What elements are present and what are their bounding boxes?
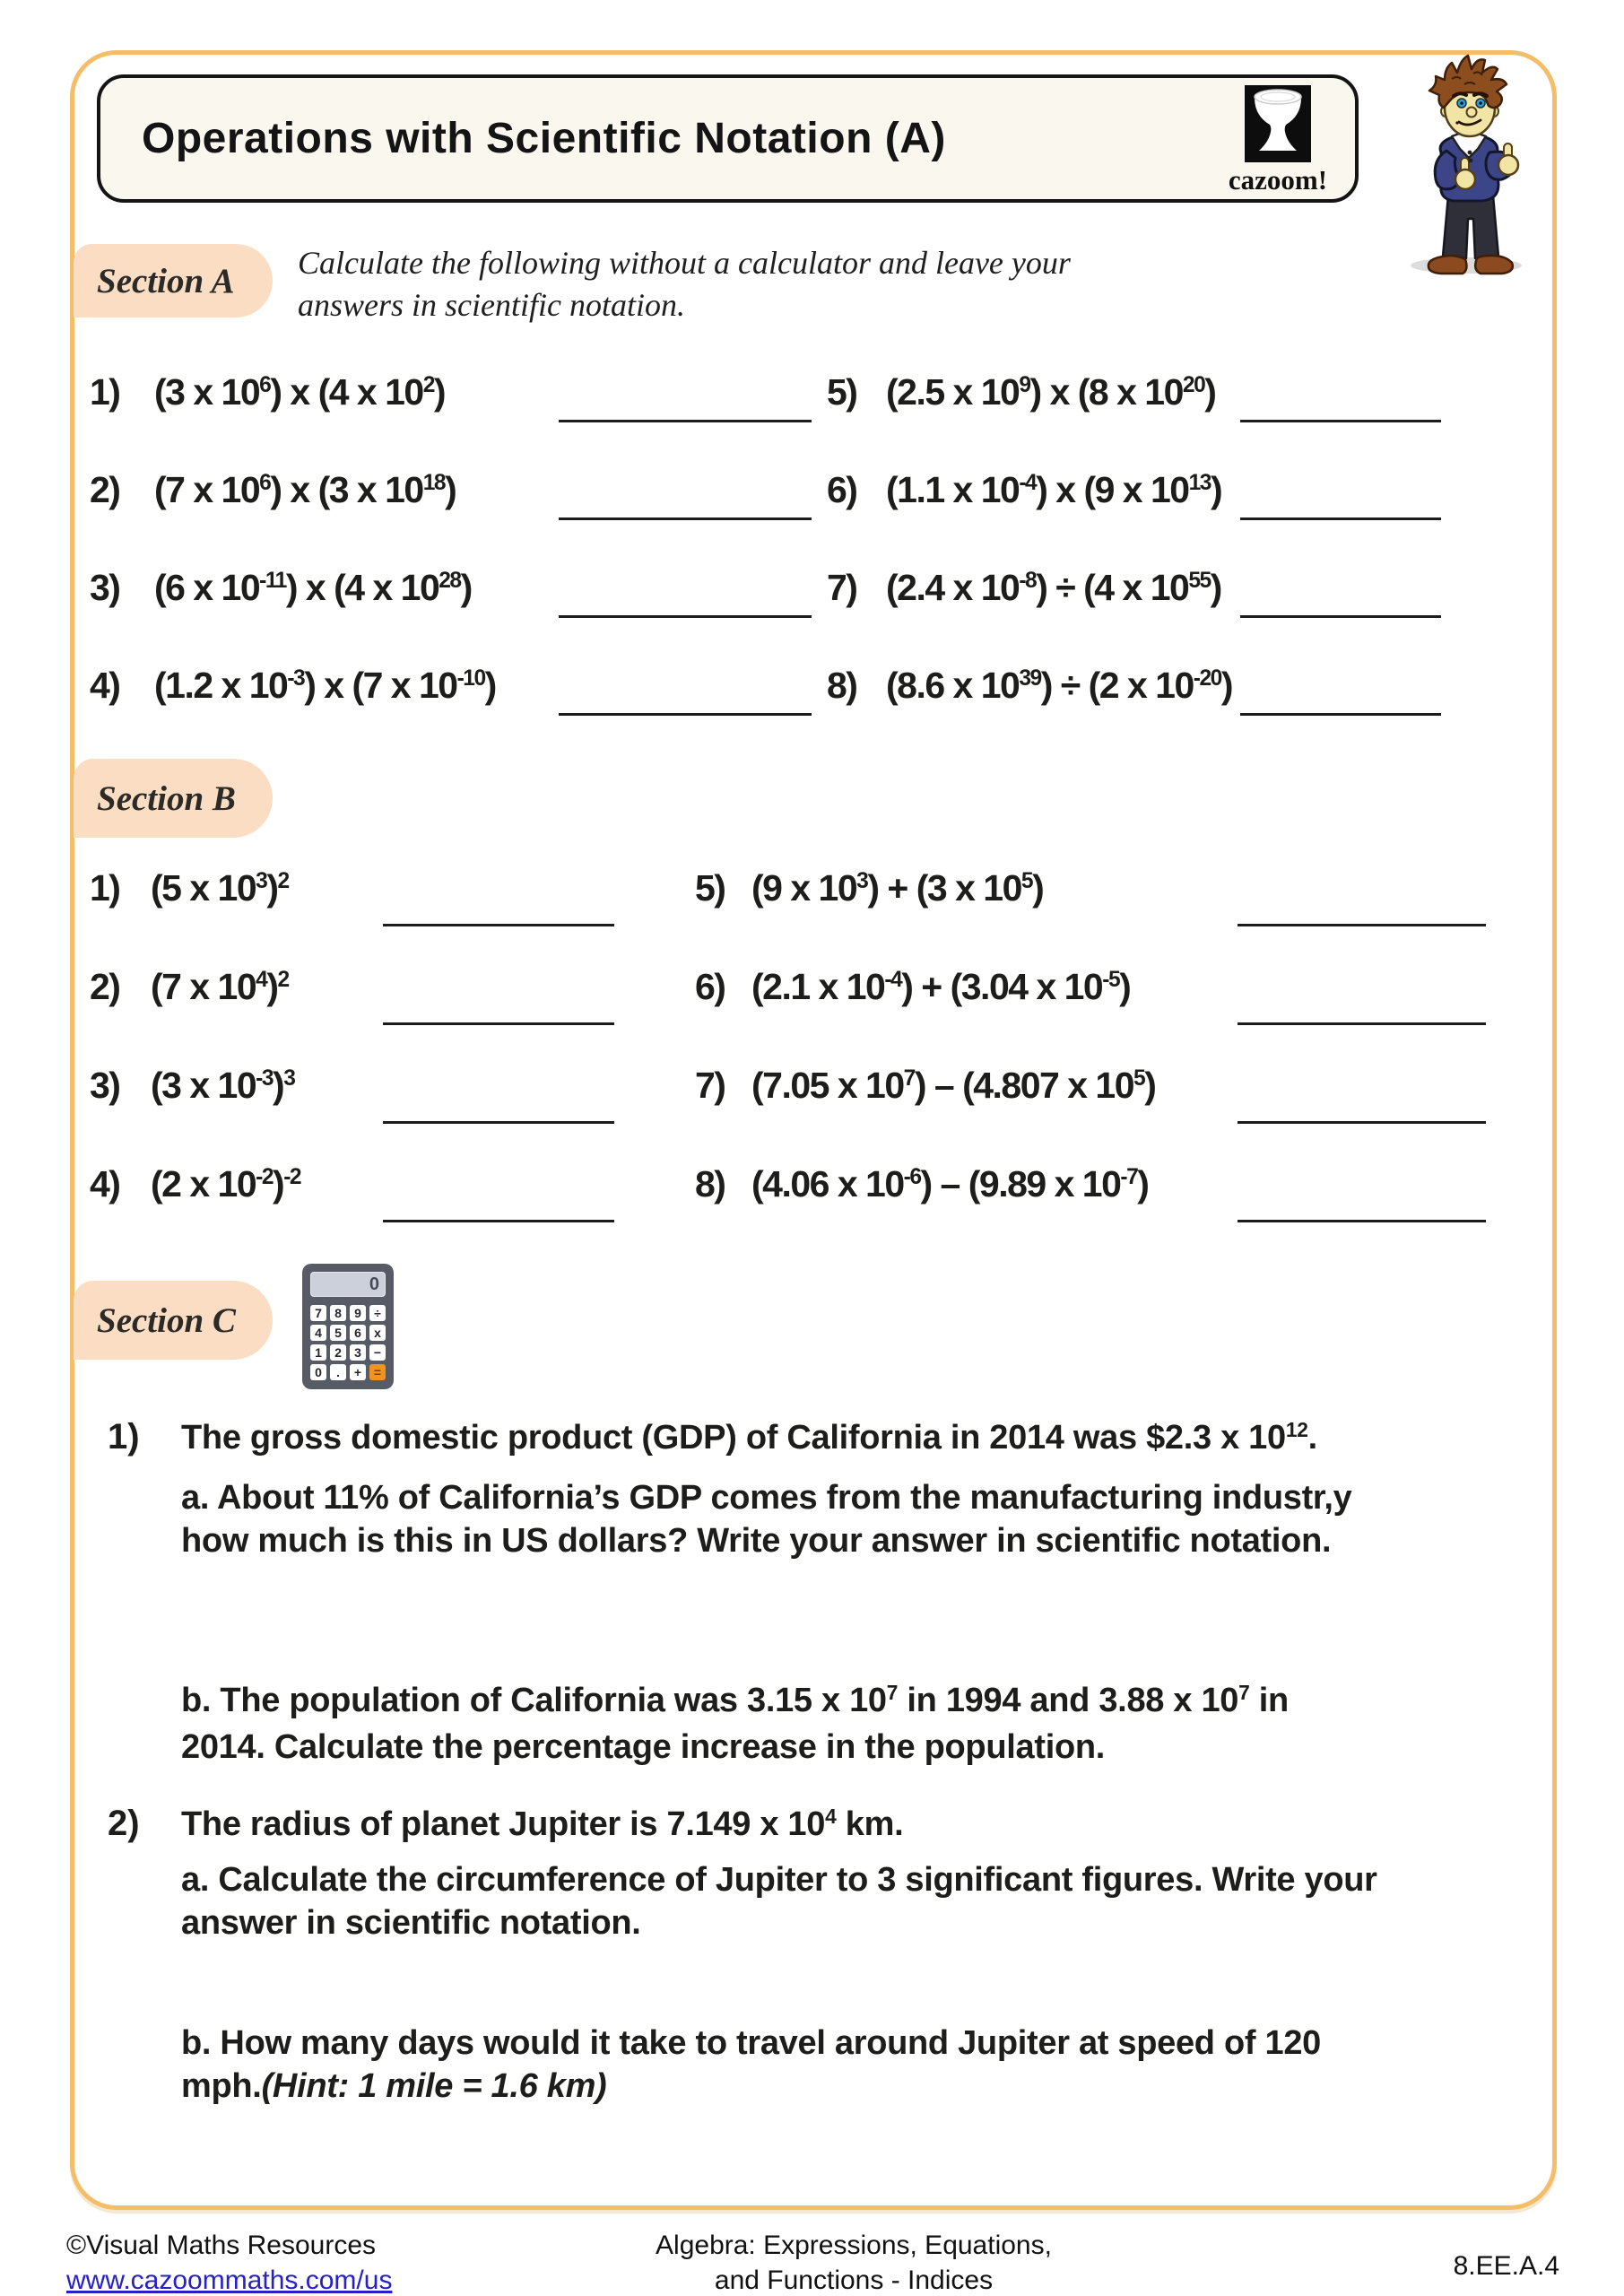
exponent: 28 bbox=[439, 569, 461, 594]
exponent: -3 bbox=[256, 1066, 274, 1091]
problem-number: 6) bbox=[827, 469, 857, 510]
answer-blank-line bbox=[383, 924, 614, 926]
exponent: -6 bbox=[903, 1165, 921, 1190]
calc-key-+: + bbox=[350, 1364, 366, 1380]
problem-number: 7) bbox=[827, 567, 857, 608]
question-text: a. Calculate the circumference of Jupiter to 3 significant figures. Write your answer in scientific notation. bbox=[181, 1861, 1377, 1942]
question-text: The gross domestic product (GDP) of California in 2014 was $2.3 x $10^{12}$. bbox=[181, 1418, 1317, 1457]
problem-expression: (7 x $10^6$) x (3 x $10^{18}$) bbox=[154, 469, 456, 510]
problem-expression: (4.06 x $10^{-6}) - (9.89$ x $10^{-7}$) bbox=[751, 1163, 1149, 1205]
problem-number: 3) bbox=[90, 1065, 120, 1106]
answer-blank-line bbox=[383, 1121, 614, 1124]
question-text: b. The population of California was 3.15 x $10^7$ in 1994 and 3.88 x $10^7$ in 2014. Calculate the percentage increase in the population. bbox=[181, 1681, 1289, 1766]
problem-expression: (9 x $10^3) + (3$ x $10^5$) bbox=[751, 867, 1044, 909]
problem-number: 3) bbox=[90, 567, 120, 608]
question-number: 1) bbox=[108, 1417, 140, 1457]
exponent: -8 bbox=[1019, 569, 1037, 594]
exponent: 4 bbox=[825, 1805, 837, 1829]
question-text: a. About 11% of California’s GDP comes from the manufacturing industr,y how much is this in US dollars? Write your answer in scientific notation. bbox=[181, 1479, 1352, 1560]
exponent: 2 bbox=[277, 968, 289, 993]
calc-key-4: 4 bbox=[310, 1325, 326, 1341]
exponent: 6 bbox=[259, 471, 271, 496]
problem-expression: (1.1 x $10^{-4}$) x (9 x $10^{13}$) bbox=[886, 469, 1222, 510]
problem-number: 1) bbox=[90, 867, 120, 909]
problem-expression: (3 x $10^{-3})^3$ bbox=[151, 1065, 295, 1106]
footer-topic: Algebra: Expressions, Equations, and Functions - Indices bbox=[656, 2231, 1052, 2295]
calculator-display: 0 bbox=[310, 1272, 386, 1297]
problem-expression: (2.5 x $10^9$) x (8 x $10^{20}$) bbox=[886, 371, 1216, 413]
exponent: 12 bbox=[1285, 1418, 1308, 1442]
section-c-label: Section C bbox=[74, 1281, 273, 1360]
problem-number: 8) bbox=[827, 665, 857, 706]
answer-blank-line bbox=[1240, 713, 1441, 716]
exponent: 2 bbox=[422, 373, 434, 398]
problem-expression: (7 x $10^4)^2$ bbox=[151, 966, 289, 1007]
problem-expression: (2 x $10^{-2})^{-2}$ bbox=[151, 1163, 301, 1205]
calc-key-9: 9 bbox=[350, 1305, 366, 1321]
question-text: b. How many days would it take to travel around Jupiter at speed of 120 mph.(Hint: 1 mile = 1.6 km) bbox=[181, 2024, 1321, 2105]
exponent: 39 bbox=[1019, 666, 1041, 691]
exponent: 3 bbox=[856, 869, 868, 894]
standard-code: 8.EE.A.4 bbox=[1453, 2251, 1559, 2281]
calc-key-5: 5 bbox=[330, 1325, 346, 1341]
answer-blank-line bbox=[1240, 517, 1441, 520]
exponent: -7 bbox=[1120, 1165, 1138, 1190]
answer-blank-line bbox=[1238, 1220, 1486, 1222]
problem-number: 8) bbox=[695, 1163, 725, 1205]
answer-blank-line bbox=[383, 1022, 614, 1025]
answer-blank-line bbox=[1238, 924, 1486, 926]
exponent: -20 bbox=[1193, 666, 1221, 691]
calc-key-8: 8 bbox=[330, 1305, 346, 1321]
exponent: -11 bbox=[259, 569, 286, 594]
exponent: -2 bbox=[283, 1165, 301, 1190]
drum-icon bbox=[1245, 85, 1311, 162]
problem-number: 1) bbox=[90, 371, 120, 413]
calc-key-1: 1 bbox=[310, 1344, 326, 1361]
problem-number: 6) bbox=[695, 966, 725, 1007]
calc-key-=: = bbox=[369, 1364, 386, 1380]
answer-blank-line bbox=[559, 713, 812, 716]
problem-expression: (8.6 x $10^{39}) \div (2$ x $10^{-20}$) bbox=[886, 665, 1232, 706]
exponent: 5 bbox=[1020, 869, 1033, 894]
answer-blank-line bbox=[1240, 615, 1441, 618]
exponent: 7 bbox=[1238, 1681, 1250, 1705]
mascot-boy-illustration bbox=[1402, 52, 1536, 276]
exponent: 2 bbox=[277, 869, 289, 894]
exponent: -3 bbox=[287, 666, 305, 691]
answer-blank-line bbox=[383, 1220, 614, 1222]
exponent: 4 bbox=[256, 968, 267, 993]
calc-key-÷: ÷ bbox=[369, 1305, 386, 1321]
problem-expression: (2.4 x $10^{-8}) \div (4$ x $10^{55}$) bbox=[886, 567, 1221, 608]
copyright-text: ©Visual Maths Resources bbox=[66, 2231, 377, 2260]
cazoom-logo bbox=[1215, 85, 1341, 196]
calc-key-0: 0 bbox=[310, 1364, 326, 1380]
problem-number: 5) bbox=[695, 867, 725, 909]
exponent: 9 bbox=[1019, 373, 1030, 398]
calc-key-x: x bbox=[369, 1325, 386, 1341]
problem-expression: (7.05 x $10^7) - (4.807$ x $10^5$) bbox=[751, 1065, 1156, 1106]
problem-number: 2) bbox=[90, 469, 120, 510]
page-title: Operations with Scientific Notation (A) bbox=[142, 115, 946, 162]
problem-expression: (6 x $10^{-11}$) x (4 x $10^{28}$) bbox=[154, 567, 472, 608]
exponent: 20 bbox=[1182, 373, 1205, 398]
answer-blank-line bbox=[1240, 420, 1441, 422]
exponent: 18 bbox=[422, 471, 446, 496]
calc-key-−: − bbox=[369, 1344, 386, 1361]
problem-number: 7) bbox=[695, 1065, 725, 1106]
problem-number: 5) bbox=[827, 371, 857, 413]
answer-blank-line bbox=[559, 420, 812, 422]
problem-expression: (1.2 x $10^{-3}$) x (7 x $10^{-10}$) bbox=[154, 665, 496, 706]
exponent: 3 bbox=[283, 1066, 295, 1091]
answer-blank-line bbox=[559, 615, 812, 618]
exponent: -4 bbox=[1019, 471, 1037, 496]
problem-number: 2) bbox=[90, 966, 120, 1007]
exponent: 3 bbox=[256, 869, 267, 894]
logo-wordmark: cazoom! bbox=[1228, 164, 1328, 196]
calculator-icon bbox=[302, 1264, 394, 1389]
answer-blank-line bbox=[1238, 1022, 1486, 1025]
section-a-label: Section A bbox=[74, 244, 273, 317]
title-box bbox=[97, 74, 1359, 203]
calc-key-3: 3 bbox=[350, 1344, 366, 1361]
section-b-label: Section B bbox=[74, 759, 273, 838]
exponent: 55 bbox=[1188, 569, 1211, 594]
calc-key-.: . bbox=[330, 1364, 346, 1380]
calc-key-6: 6 bbox=[350, 1325, 366, 1341]
answer-blank-line bbox=[1238, 1121, 1486, 1124]
exponent: -10 bbox=[456, 666, 485, 691]
exponent: 7 bbox=[886, 1681, 899, 1705]
problem-number: 4) bbox=[90, 665, 120, 706]
exponent: 13 bbox=[1188, 471, 1211, 496]
answer-blank-line bbox=[559, 517, 812, 520]
problem-expression: (2.1 x $10^{-4}) + (3.04$ x $10^{-5}$) bbox=[751, 966, 1131, 1007]
exponent: 6 bbox=[259, 373, 271, 398]
exponent: -4 bbox=[884, 968, 902, 993]
section-a-instructions: Calculate the following without a calculator and leave your answers in scientific notation. bbox=[298, 245, 1071, 323]
problem-expression: (5 x $10^3)^2$ bbox=[151, 867, 289, 909]
question-text: The radius of planet Jupiter is 7.149 x $10^4$ km. bbox=[181, 1805, 904, 1843]
calc-key-2: 2 bbox=[330, 1344, 346, 1361]
website-link[interactable]: www.cazoommaths.com/us bbox=[66, 2266, 393, 2295]
exponent: -2 bbox=[256, 1165, 274, 1190]
exponent: 7 bbox=[903, 1066, 915, 1091]
question-number: 2) bbox=[108, 1804, 140, 1843]
exponent: 5 bbox=[1133, 1066, 1145, 1091]
exponent: -5 bbox=[1102, 968, 1120, 993]
problem-expression: (3 x $10^6$) x (4 x $10^2$) bbox=[154, 371, 446, 413]
problem-number: 4) bbox=[90, 1163, 120, 1205]
calc-key-7: 7 bbox=[310, 1305, 326, 1321]
